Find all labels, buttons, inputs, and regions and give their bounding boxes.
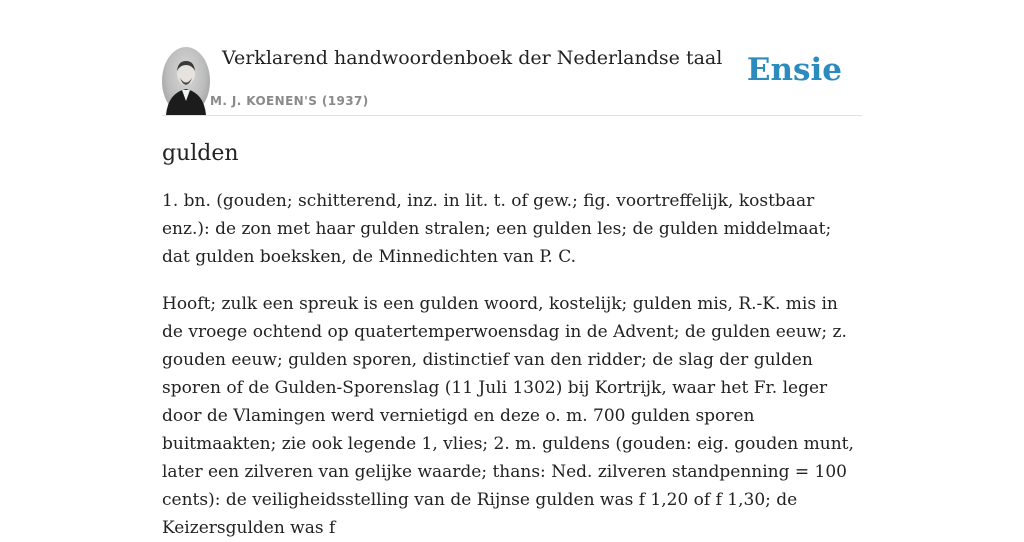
- entry-headword: gulden: [162, 141, 239, 166]
- author-portrait-icon: [162, 47, 210, 115]
- dictionary-title: Verklarend handwoordenboek der Nederlandse taal: [222, 47, 723, 69]
- entry-paragraph-1: 1. bn. (gouden; schitterend, inz. in lit. t. of gew.; fig. voortreffelijk, kostbaar enz.): de zon met haar gulden stralen; een gulden les; de gulden middelmaat; dat gulden boeksken, de Minnedichten van P. C.: [162, 191, 832, 267]
- ensie-logo-link[interactable]: Ensie: [746, 52, 842, 88]
- entry-paragraph-2: Hooft; zulk een spreuk is een gulden woord, kostelijk; gulden mis, R.-K. mis in de vroege ochtend op quatertemperwoensdag in de Advent; de gulden eeuw; z. gouden eeuw; gulden sporen, distinctief van den ridder; de slag der gulden sporen of de Gulden-Sporenslag (11 Juli 1302) bij Kortrijk, waar het Fr. leger door de Vlamingen werd vernietigd en deze o. m. 700 gulden sporen buitmaakten; zie ook legende 1, vlies; 2. m. guldens (gouden: eig. gouden munt, later een zilveren van gelijke waarde; thans: Ned. zilveren standpenning = 100 cents): de veiligheidsstelling van de Rijnse gulden was f 1,20 of f 1,30; de Keizersgulden was f: [162, 294, 854, 538]
- entry-content: [162, 136, 862, 542]
- dictionary-header: [162, 36, 862, 116]
- author-portrait-graphic: [162, 47, 210, 115]
- dictionary-author: M. J. KOENEN'S (1937): [210, 94, 369, 108]
